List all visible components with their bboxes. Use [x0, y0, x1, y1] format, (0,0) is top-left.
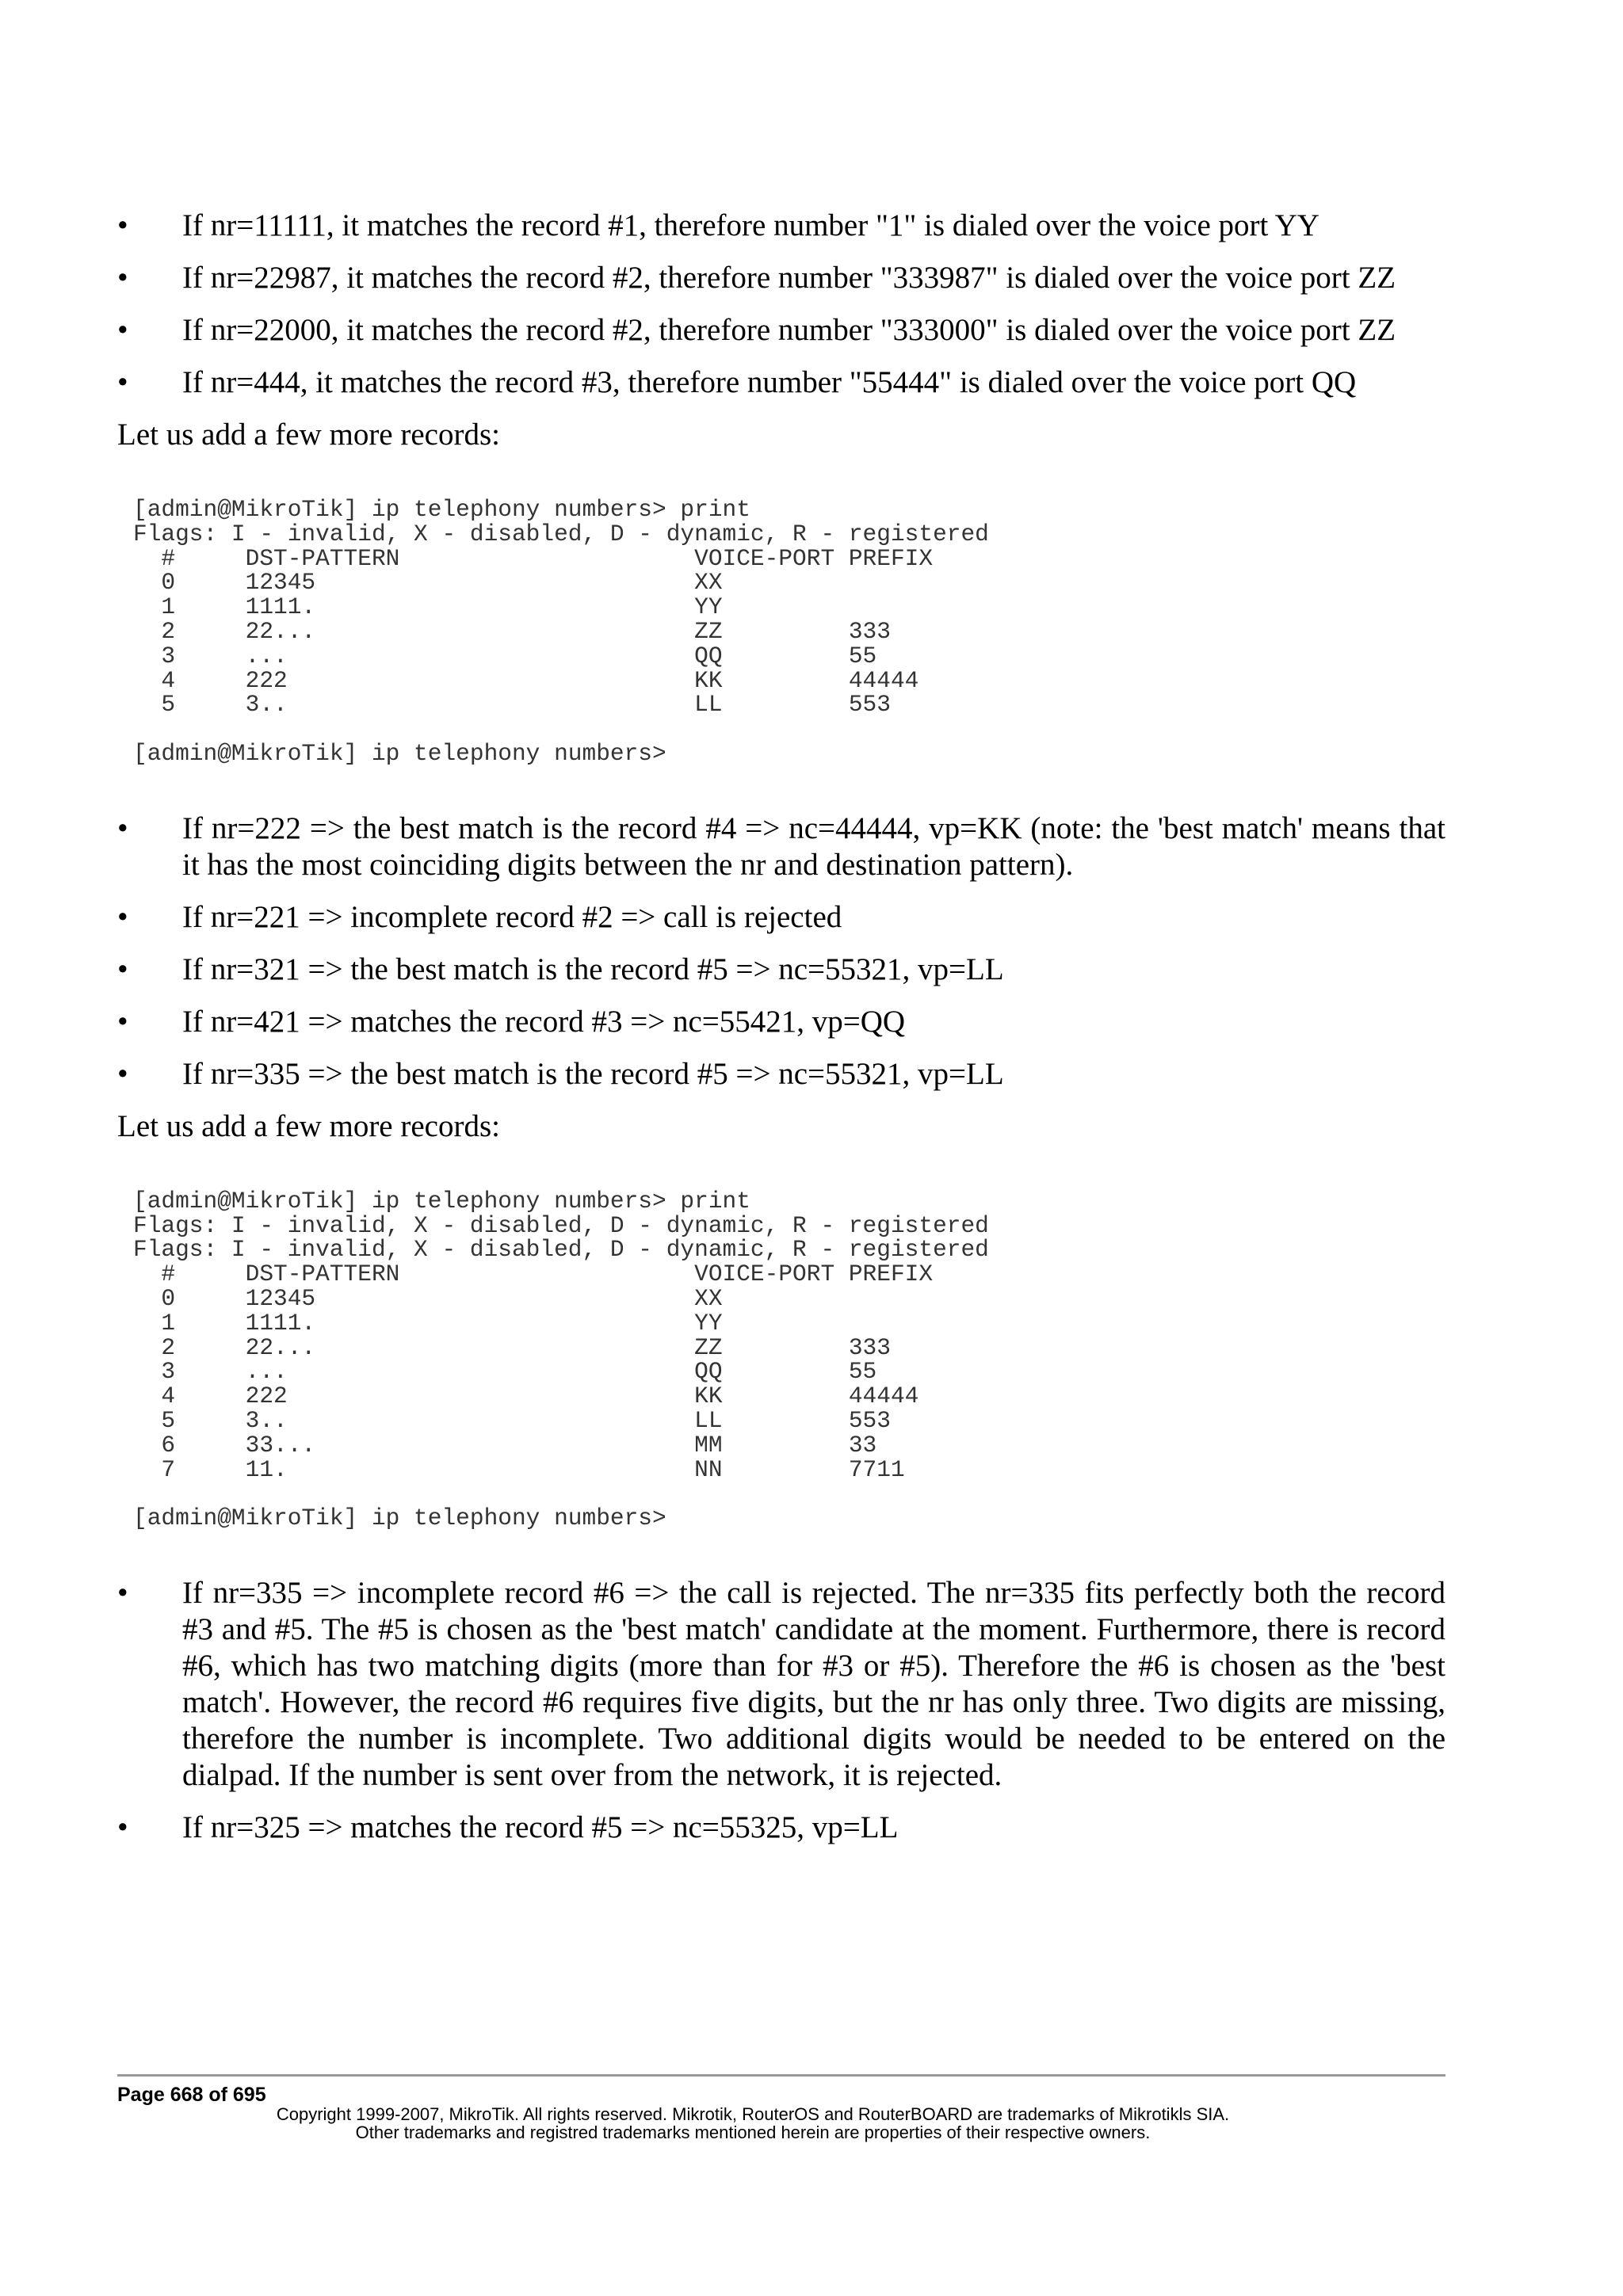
list-item-text: If nr=444, it matches the record #3, therefore number "55444" is dialed over the voice port QQ [182, 365, 1357, 399]
code-block-2: [admin@MikroTik] ip telephony numbers> print Flags: I - invalid, X - disabled, D - dynamic, R - registered Flags: I - invalid, X - disabled, D - dynamic, R - registered # DST-PATTERN VOICE-PORT PREFIX 0 12345 XX 1 1111. YY 2 22... ZZ 333 3 ... QQ 55 4 222 KK 44444 5 3.. LL 553 6 33... MM 33 7 11. NN 7711 [admin@MikroTik] ip telephony numbers> [133, 1187, 989, 1532]
list-item [117, 810, 1445, 883]
copyright-line-2: Other trademarks and registred trademarks mentioned herein are properties of their respective owners. [355, 2122, 1151, 2142]
list-item [117, 1004, 1445, 1040]
code-block-1: [admin@MikroTik] ip telephony numbers> print Flags: I - invalid, X - disabled, D - dynamic, R - registered # DST-PATTERN VOICE-PORT PREFIX 0 12345 XX 1 1111. YY 2 22... ZZ 333 3 ... QQ 55 4 222 KK 44444 5 3.. LL 553 [admin@MikroTik] ip telephony numbers> [133, 496, 989, 767]
spacer [117, 766, 1445, 810]
list-item-text: If nr=335 => the best match is the record #5 => nc=55321, vp=LL [182, 1056, 1004, 1091]
list-item-text: If nr=22000, it matches the record #2, therefore number "333000" is dialed over the voice port ZZ [182, 313, 1396, 347]
bullet-marker: • [117, 313, 128, 347]
bullet-list-2 [117, 810, 1445, 1093]
list-item-text: If nr=22987, it matches the record #2, therefore number "333987" is dialed over the voice port ZZ [182, 261, 1396, 295]
page-number: Page 668 of 695 [117, 2084, 266, 2106]
list-item [117, 260, 1445, 296]
list-item [117, 208, 1445, 244]
list-item [117, 1575, 1445, 1794]
list-item-text: If nr=421 => matches the record #3 => nc=55421, vp=QQ [182, 1004, 906, 1039]
list-item [117, 952, 1445, 988]
list-item [117, 1056, 1445, 1093]
bullet-marker: • [117, 1056, 128, 1091]
paragraph: Let us add a few more records: [117, 1108, 500, 1143]
list-item-text: If nr=335 => incomplete record #6 => the call is rejected. The nr=335 fits perfectly both the record #3 and #5. The #5 is chosen as the 'best match' candidate at the moment. Furthermore, there is record #6, which has two matching digits (more than for #3 or #5). Therefore the #6 is chosen as the 'best match'. However, the record #6 requires five digits, but the nr has only three. Two digits are missing, therefore the number is incomplete. Two additional digits would be needed to be entered on the dialpad. If the number is sent over from the network, it is rejected. [182, 1575, 1445, 1792]
bullet-marker: • [117, 1575, 128, 1610]
bullet-marker: • [117, 810, 128, 845]
page-content [117, 208, 1445, 1862]
list-item [117, 312, 1445, 349]
paragraph: Let us add a few more records: [117, 418, 500, 452]
bullet-marker: • [117, 1810, 128, 1844]
bullet-marker: • [117, 899, 128, 934]
list-item [117, 364, 1445, 401]
list-item-text: If nr=11111, it matches the record #1, therefore number "1" is dialed over the voice port YY [182, 208, 1319, 242]
list-item-text: If nr=325 => matches the record #5 => nc=55325, vp=LL [182, 1810, 899, 1844]
page-footer [117, 2074, 1445, 2143]
bullet-list-1 [117, 208, 1445, 401]
bullet-list-3 [117, 1575, 1445, 1846]
list-item-text: If nr=221 => incomplete record #2 => call is rejected [182, 899, 842, 934]
bullet-marker: • [117, 261, 128, 295]
list-item [117, 1810, 1445, 1846]
bullet-marker: • [117, 952, 128, 986]
footer-divider [117, 2074, 1445, 2077]
list-item-text: If nr=222 => the best match is the record #4 => nc=44444, vp=KK (note: the 'best match' means that it has the most coinciding digits between the nr and destination pattern). [182, 810, 1445, 882]
bullet-marker: • [117, 365, 128, 399]
bullet-marker: • [117, 1004, 128, 1039]
copyright-line-1: Copyright 1999-2007, MikroTik. All rights reserved. Mikrotik, RouterOS and RouterBOARD are trademarks of Mikrotikls SIA. [276, 2104, 1230, 2124]
spacer [117, 1531, 1445, 1575]
list-item [117, 899, 1445, 936]
list-item-text: If nr=321 => the best match is the record #5 => nc=55321, vp=LL [182, 952, 1004, 986]
bullet-marker: • [117, 208, 128, 242]
